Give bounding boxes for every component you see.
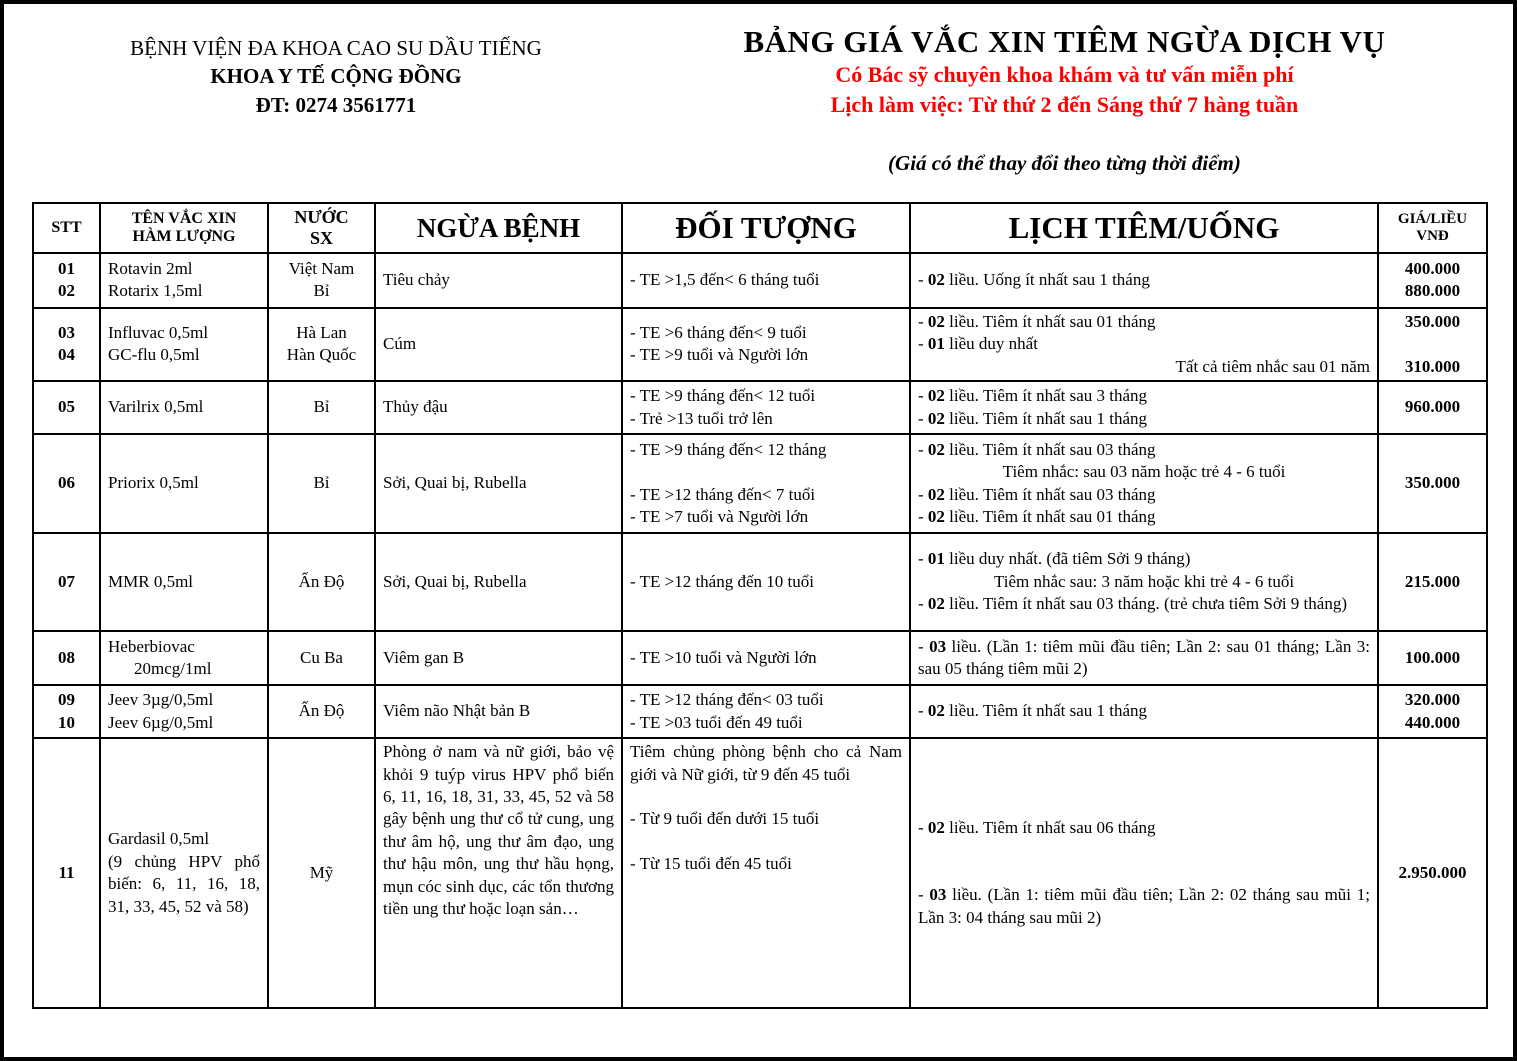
cell-target [622,738,910,1008]
cell-vaccine-name [100,253,268,308]
cell-line: 10 [58,712,75,732]
cell-line: - TE >9 tuổi và Người lớn [630,345,809,365]
column-header-vaccine-name [100,203,268,252]
cell-line: Viêm gan B [383,647,465,667]
column-header-disease [375,203,622,252]
cell-line: Ấn Độ [298,701,345,721]
cell-price [1378,434,1487,533]
cell-line: - 03 liều. (Lần 1: tiêm mũi đầu tiên; Lần 2: 02 tháng sau mũi 1; Lần 3: 04 tháng sau mũi 2) [918,885,1370,927]
cell-line: Tiêm chủng phòng bệnh cho cả Nam giới và Nữ giới, từ 9 đến 45 tuổi [630,742,902,784]
header-line: VNĐ [1416,228,1449,245]
price-change-note: (Giá có thể thay đổi theo từng thời điểm) [888,151,1241,176]
cell-line: - TE >7 tuổi và Người lớn [630,507,809,526]
cell-target [622,381,910,434]
cell-line [918,862,1370,884]
cell-line: GC-flu 0,5ml [108,345,200,365]
cell-line: - TE >6 tháng đến< 9 tuổi [630,322,807,342]
cell-vaccine-name [100,738,268,1008]
cell-line: - TE >1,5 đến< 6 tháng tuổi [630,270,820,290]
cell-disease [375,685,622,738]
header-line: NƯỚC [294,207,349,228]
column-header-country [268,203,375,252]
cell-line: - TE >10 tuổi và Người lớn [630,647,817,667]
phone-number: ĐT: 0274 3561771 [255,92,417,117]
cell-line: Bỉ [313,281,330,301]
cell-line [630,461,902,483]
cell-line: 350.000 [1404,311,1461,331]
table-row [33,253,1487,308]
cell-line: 20mcg/1ml [134,659,212,679]
subtitle-consultation: Có Bác sỹ chuyên khoa khám và tư vấn miễn phí [835,62,1294,87]
cell-line: Hà Lan [296,322,347,342]
cell-line: - 02 liều. Tiêm ít nhất sau 1 tháng [918,701,1148,721]
cell-schedule [910,381,1378,434]
cell-country [268,434,375,533]
cell-country [268,253,375,308]
cell-line: - 02 liều. Tiêm ít nhất sau 01 tháng [918,311,1156,331]
cell-stt [33,434,100,533]
cell-country [268,308,375,381]
vaccine-price-table [32,202,1488,1009]
cell-line: 04 [58,345,75,365]
cell-stt [33,381,100,434]
cell-vaccine-name [100,381,268,434]
title-block [642,24,1487,176]
cell-line: Jeev 3µg/0,5ml [108,690,214,710]
page-title: BẢNG GIÁ VẮC XIN TIÊM NGỪA DỊCH VỤ [743,24,1386,59]
cell-line: - TE >03 tuổi đến 49 tuổi [630,712,803,732]
cell-line: Thủy đậu [383,397,448,417]
cell-line: - 02 liều. Tiêm ít nhất sau 03 tháng [918,484,1156,504]
cell-target [622,533,910,631]
cell-line: - Trẻ >13 tuổi trở lên [630,408,773,428]
cell-stt [33,308,100,381]
cell-line: 08 [58,647,75,667]
cell-schedule [910,685,1378,738]
cell-disease [375,631,622,685]
cell-country [268,631,375,685]
cell-line: 2.950.000 [1398,862,1467,882]
cell-line: 03 [58,322,75,342]
cell-line: Việt Nam [288,258,355,278]
header-line: HÀM LƯỢNG [132,228,236,246]
cell-line: Tất cả tiêm nhắc sau 01 năm [1175,356,1370,376]
cell-line: 320.000 [1404,690,1461,710]
cell-vaccine-name [100,631,268,685]
cell-schedule [910,533,1378,631]
cell-line: Mỹ [309,862,334,882]
cell-country [268,533,375,631]
cell-line: Heberbiovac [108,636,195,656]
cell-line: Viêm não Nhật bản B [383,701,531,721]
header-line: LỊCH TIÊM/UỐNG [1008,210,1280,246]
cell-line: - 02 liều. Uống ít nhất sau 1 tháng [918,270,1150,290]
cell-line [918,839,1370,861]
cell-line: Tiêm nhắc sau: 3 năm hoặc khi trẻ 4 - 6 tuổi [993,571,1295,591]
cell-line: 400.000 [1404,258,1461,278]
cell-line: 02 [58,281,75,301]
cell-line: 11 [58,862,75,882]
cell-price [1378,631,1487,685]
cell-line: - Từ 9 tuổi đến dưới 15 tuổi [630,809,820,829]
cell-line: Sởi, Quai bị, Rubella [383,473,527,493]
cell-line: Rotavin 2ml [108,258,193,278]
table-row [33,434,1487,533]
cell-line: 09 [58,690,75,710]
table-row [33,308,1487,381]
cell-vaccine-name [100,434,268,533]
cell-stt [33,253,100,308]
cell-stt [33,685,100,738]
cell-price [1378,253,1487,308]
table-row [33,685,1487,738]
cell-country [268,381,375,434]
cell-line: (9 chủng HPV phổ biến: 6, 11, 16, 18, 31, 33, 45, 52 và 58) [108,851,260,916]
cell-stt [33,533,100,631]
table-row [33,631,1487,685]
cell-line: Jeev 6µg/0,5ml [108,712,214,732]
cell-line: MMR 0,5ml [108,571,194,591]
column-header-target [622,203,910,252]
cell-line: - 02 liều. Tiêm ít nhất sau 1 tháng [918,408,1148,428]
cell-line: - TE >12 tháng đến< 03 tuổi [630,690,824,710]
cell-line: 07 [58,571,75,591]
cell-line: 100.000 [1404,647,1461,667]
cell-line: Cu Ba [300,647,343,667]
cell-line: - 02 liều. Tiêm ít nhất sau 06 tháng [918,817,1156,837]
organization-block [30,24,642,119]
cell-disease [375,738,622,1008]
cell-line: 350.000 [1404,473,1461,493]
cell-line: - 02 liều. Tiêm ít nhất sau 01 tháng [918,507,1156,526]
subtitle-working-hours: Lịch làm việc: Từ thứ 2 đến Sáng thứ 7 hàng tuần [830,91,1299,117]
cell-schedule [910,631,1378,685]
cell-disease [375,533,622,631]
table-row [33,738,1487,1008]
cell-line: - TE >12 tháng đến< 7 tuổi [630,484,816,504]
column-header-schedule [910,203,1378,252]
cell-vaccine-name [100,685,268,738]
cell-vaccine-name [100,533,268,631]
cell-line: Sởi, Quai bị, Rubella [383,571,527,591]
department-name: KHOA Y TẾ CỘNG ĐỒNG [210,64,462,89]
cell-line [1386,333,1479,355]
cell-country [268,738,375,1008]
cell-line: 05 [58,397,75,417]
cell-line: Bỉ [313,473,330,493]
cell-line: Cúm [383,334,417,354]
cell-line: - 01 liều duy nhất [918,334,1038,354]
cell-line: Priorix 0,5ml [108,473,199,493]
cell-line: - 02 liều. Tiêm ít nhất sau 3 tháng [918,386,1148,406]
header-line: STT [51,218,82,236]
cell-line: 06 [58,473,75,493]
cell-line: - TE >12 tháng đến 10 tuổi [630,571,814,591]
cell-country [268,685,375,738]
cell-line: Hàn Quốc [286,345,357,365]
cell-line: - TE >9 tháng đến< 12 tuổi [630,386,816,406]
cell-price [1378,685,1487,738]
header-line: GIÁ/LIỀU [1397,210,1468,227]
cell-line [630,786,902,808]
cell-target [622,631,910,685]
header-line: SX [309,228,333,249]
table-header [33,203,1487,252]
cell-line: - 01 liều duy nhất. (đã tiêm Sởi 9 tháng) [918,549,1191,569]
cell-disease [375,434,622,533]
header-line: NGỪA BỆNH [416,212,581,243]
page-header [30,24,1487,176]
cell-target [622,308,910,381]
cell-price [1378,738,1487,1008]
cell-line: 01 [58,258,75,278]
hospital-name: BỆNH VIỆN ĐA KHOA CAO SU DẦU TIẾNG [130,36,542,60]
cell-line: Gardasil 0,5ml [108,829,210,849]
cell-vaccine-name [100,308,268,381]
cell-line [630,831,902,853]
cell-line: 960.000 [1404,397,1461,417]
cell-line: - TE >9 tháng đến< 12 tháng [630,439,827,459]
cell-line: Tiêm nhắc: sau 03 năm hoặc trẻ 4 - 6 tuổi [1002,462,1286,482]
cell-schedule [910,434,1378,533]
cell-line: Phòng ở nam và nữ giới, bảo vệ khỏi 9 tuýp virus HPV phổ biến 6, 11, 16, 18, 31, 33, 45, 52 và 58 gây bệnh ung thư cổ tử cung, ung thư âm hộ, ung thư âm đạo, ung thư hậu môn, ung thư hầu họng, mụn cóc sinh dục, các tổn thương tiền ung thư hoặc loạn sản… [383,742,614,919]
cell-line: - 02 liều. Tiêm ít nhất sau 03 tháng [918,439,1156,459]
cell-target [622,685,910,738]
column-header-stt [33,203,100,252]
cell-line: - Từ 15 tuổi đến 45 tuổi [630,854,792,874]
cell-line: 310.000 [1404,356,1461,376]
cell-line: 440.000 [1404,712,1461,732]
header-line: TÊN VẮC XIN [131,209,237,227]
cell-price [1378,533,1487,631]
cell-line: - 03 liều. (Lần 1: tiêm mũi đầu tiên; Lần 2: sau 01 tháng; Lần 3: sau 05 tháng tiêm mũi 2) [918,636,1370,679]
column-header-price [1378,203,1487,252]
cell-line: Ấn Độ [298,571,345,591]
cell-disease [375,308,622,381]
table-row [33,533,1487,631]
cell-line: Varilrix 0,5ml [108,397,204,417]
cell-line: Influvac 0,5ml [108,322,209,342]
cell-line: 880.000 [1404,281,1461,301]
table-row [33,381,1487,434]
header-line: ĐỐI TƯỢNG [675,210,857,246]
cell-line: 215.000 [1404,571,1461,591]
cell-line: Rotarix 1,5ml [108,281,203,301]
cell-price [1378,381,1487,434]
cell-line: Bỉ [313,397,330,417]
cell-schedule [910,253,1378,308]
cell-stt [33,631,100,685]
cell-line: - 02 liều. Tiêm ít nhất sau 03 tháng. (trẻ chưa tiêm Sởi 9 tháng) [918,594,1347,614]
cell-schedule [910,308,1378,381]
cell-line: Tiêu chảy [383,270,450,290]
cell-disease [375,253,622,308]
cell-stt [33,738,100,1008]
cell-target [622,253,910,308]
cell-schedule [910,738,1378,1008]
cell-disease [375,381,622,434]
cell-price [1378,308,1487,381]
cell-target [622,434,910,533]
